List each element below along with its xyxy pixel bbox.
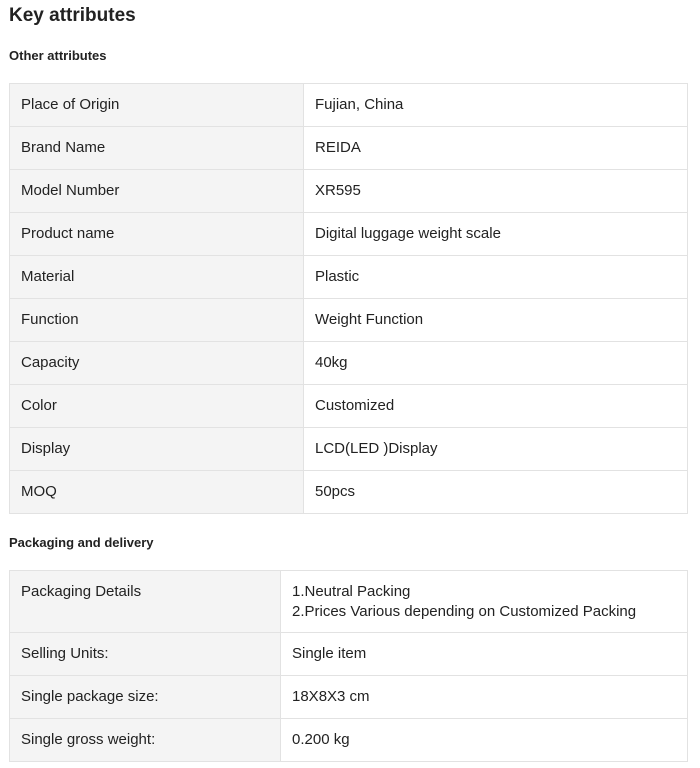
attribute-key: Brand Name bbox=[10, 127, 304, 170]
attribute-key: Display bbox=[10, 428, 304, 471]
attribute-value: Customized bbox=[304, 385, 688, 428]
table-row bbox=[10, 676, 688, 719]
table-row bbox=[10, 342, 688, 385]
table-row bbox=[10, 719, 688, 762]
table-row bbox=[10, 84, 688, 127]
other-attributes-heading: Other attributes bbox=[9, 48, 107, 63]
attribute-key: Function bbox=[10, 299, 304, 342]
packaging-detail-line: 1.Neutral Packing bbox=[292, 583, 411, 600]
attribute-value: 0.200 kg bbox=[281, 719, 688, 762]
attribute-value: Digital luggage weight scale bbox=[304, 213, 688, 256]
table-row bbox=[10, 385, 688, 428]
table-row bbox=[10, 256, 688, 299]
attribute-value: LCD(LED )Display bbox=[304, 428, 688, 471]
table-row bbox=[10, 428, 688, 471]
attribute-key: MOQ bbox=[10, 471, 304, 514]
attribute-value: Weight Function bbox=[304, 299, 688, 342]
attribute-key: Model Number bbox=[10, 170, 304, 213]
attribute-key: Packaging Details bbox=[10, 571, 281, 633]
table-row bbox=[10, 633, 688, 676]
attribute-value: REIDA bbox=[304, 127, 688, 170]
attribute-value: Plastic bbox=[304, 256, 688, 299]
attribute-key: Single package size: bbox=[10, 676, 281, 719]
attribute-key: Place of Origin bbox=[10, 84, 304, 127]
attribute-key: Color bbox=[10, 385, 304, 428]
attribute-value: XR595 bbox=[304, 170, 688, 213]
page-title: Key attributes bbox=[9, 5, 136, 26]
table-row bbox=[10, 127, 688, 170]
attribute-key: Selling Units: bbox=[10, 633, 281, 676]
other-attributes-table bbox=[9, 83, 688, 514]
attribute-key: Single gross weight: bbox=[10, 719, 281, 762]
packaging-table bbox=[9, 570, 688, 762]
attribute-value: 40kg bbox=[304, 342, 688, 385]
attribute-key: Product name bbox=[10, 213, 304, 256]
attribute-value: Single item bbox=[281, 633, 688, 676]
attribute-value: 50pcs bbox=[304, 471, 688, 514]
table-row bbox=[10, 471, 688, 514]
attribute-key: Material bbox=[10, 256, 304, 299]
attribute-key: Capacity bbox=[10, 342, 304, 385]
attribute-value: 18X8X3 cm bbox=[281, 676, 688, 719]
attribute-value: Fujian, China bbox=[304, 84, 688, 127]
table-row bbox=[10, 170, 688, 213]
table-row bbox=[10, 571, 688, 633]
packaging-detail-line: 2.Prices Various depending on Customized Packing bbox=[292, 603, 637, 620]
table-row bbox=[10, 299, 688, 342]
packaging-heading: Packaging and delivery bbox=[9, 535, 154, 550]
table-row bbox=[10, 213, 688, 256]
attribute-value bbox=[281, 571, 688, 633]
